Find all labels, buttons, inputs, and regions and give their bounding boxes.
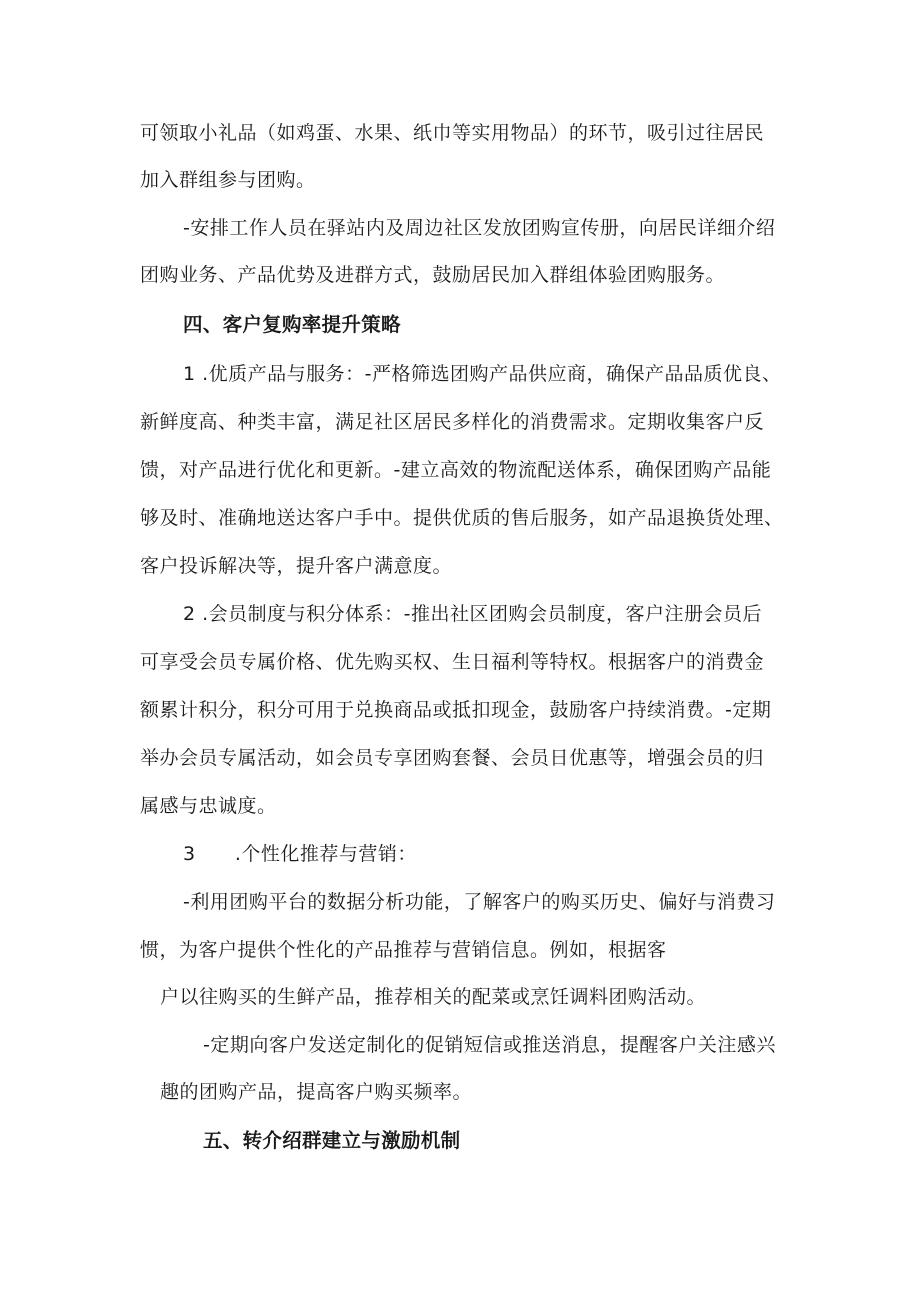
text-line: 够及时、准确地送达客户手中。提供优质的售后服务，如产品退换货处理、 — [140, 507, 784, 529]
text-line: 馈，对产品进行优化和更新。-建立高效的物流配送体系，确保团购产品能 — [140, 459, 772, 481]
text-line: 团购业务、产品优势及进群方式，鼓励居民加入群组体验团购服务。 — [140, 264, 726, 286]
text-line: 户以往购买的生鲜产品，推荐相关的配菜或烹饪调料团购活动。 — [160, 986, 707, 1008]
text-line: -安排工作人员在驿站内及周边社区发放团购宣传册，向居民详细介绍 — [183, 217, 776, 239]
text-line: 属感与忠诚度。 — [140, 795, 277, 817]
text-line: 额累计积分，积分可用于兑换商品或抵扣现金，鼓励客户持续消费。-定期 — [140, 699, 772, 721]
text-line: -定期向客户发送定制化的促销短信或推送消息，提醒客户关注感兴 — [203, 1034, 776, 1056]
text-line: 可领取小礼品（如鸡蛋、水果、纸巾等实用物品）的环节，吸引过往居民 — [140, 122, 765, 144]
text-line: 惯，为客户提供个性化的产品推荐与营销信息。例如，根据客 — [140, 939, 667, 961]
section-heading: 四、客户复购率提升策略 — [183, 313, 401, 336]
text-line: 可享受会员专属价格、优先购买权、生日福利等特权。根据客户的消费金 — [140, 651, 765, 673]
text-line: 客户投诉解决等，提升客户满意度。 — [140, 555, 453, 577]
text-line: 举办会员专属活动，如会员专享团购套餐、会员日优惠等，增强会员的归 — [140, 747, 765, 769]
text-line: 趣的团购产品，提高客户购买频率。 — [160, 1081, 473, 1103]
text-line: 1 .优质产品与服务：-严格筛选团购产品供应商，确保产品品质优良、 — [183, 363, 782, 385]
text-line: 新鲜度高、种类丰富，满足社区居民多样化的消费需求。定期收集客户反 — [140, 411, 765, 433]
section-heading: 五、转介绍群建立与激励机制 — [203, 1129, 461, 1152]
text-line: -利用团购平台的数据分析功能，了解客户的购买历史、偏好与消费习 — [183, 891, 776, 913]
text-line: 加入群组参与团购。 — [140, 169, 316, 191]
text-line: 2 .会员制度与积分体系：-推出社区团购会员制度，客户注册会员后 — [183, 603, 763, 625]
text-line: 3 .个性化推荐与营销： — [183, 843, 417, 865]
